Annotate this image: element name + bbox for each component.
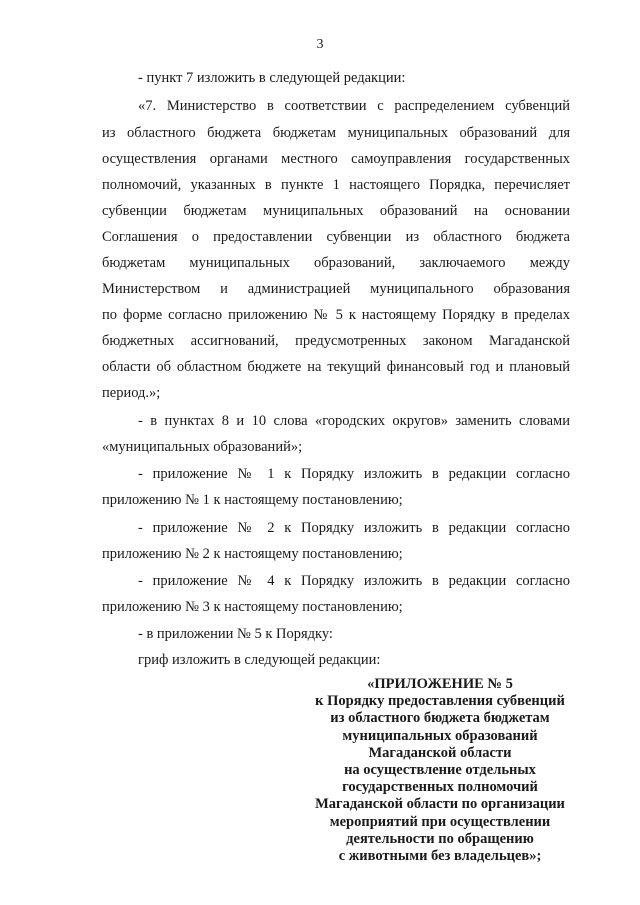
text-line: - пункт 7 изложить в следующей редакции: [138, 70, 406, 86]
appendix-header [305, 676, 575, 865]
appendix-header-line: Магаданской области по организации [315, 796, 565, 813]
text-line: осуществления органами местного самоуправления государственных [102, 151, 570, 167]
appendix-header-line: государственных полномочий [342, 779, 538, 796]
appendix-header-line: на осуществление отдельных [344, 762, 536, 779]
text-line: субвенции бюджетам муниципальных образований на основании [102, 203, 570, 219]
text-line: - приложение № 1 к Порядку изложить в редакции согласно [138, 466, 570, 482]
appendix-header-line: мероприятий при осуществлении [329, 813, 551, 830]
text-line: - в пунктах 8 и 10 слова «городских округов» заменить словами [138, 413, 570, 429]
appendix-header-line: «ПРИЛОЖЕНИЕ № 5 [367, 676, 513, 692]
text-line: из областного бюджета бюджетам муниципальных образований для [102, 125, 570, 141]
text-line: приложению № 2 к настоящему постановлению; [102, 546, 403, 562]
appendix-header-line: к Порядку предоставления субвенций [315, 693, 565, 710]
text-line: - приложение № 2 к Порядку изложить в редакции согласно [138, 520, 570, 536]
text-line: «муниципальных образований»; [102, 439, 303, 455]
appendix-header-line: с животными без владельцев»; [338, 848, 542, 865]
text-line: бюджетных ассигнований, предусмотренных законом Магаданской [102, 333, 570, 349]
appendix-header-line: деятельности по обращению [346, 830, 534, 847]
text-line: бюджетам муниципальных образований, заключаемого между [102, 255, 570, 271]
text-line: - приложение № 4 к Порядку изложить в редакции согласно [138, 573, 570, 589]
text-line: гриф изложить в следующей редакции: [138, 652, 381, 668]
appendix-header-line: из областного бюджета бюджетам [330, 710, 550, 727]
appendix-header-line: муниципальных образований [342, 727, 538, 744]
text-line: «7. Министерство в соответствии с распределением субвенций [138, 98, 570, 114]
appendix-header-line: Магаданской области [368, 744, 512, 761]
text-line: Министерством и администрацией муниципального образования [102, 281, 570, 297]
text-line: период.»; [102, 385, 161, 401]
text-line: области об областном бюджете на текущий финансовый год и плановый [102, 359, 570, 375]
text-line: приложению № 1 к настоящему постановлению; [102, 492, 403, 508]
text-line: - в приложении № 5 к Порядку: [138, 626, 333, 642]
text-line: приложению № 3 к настоящему постановлению; [102, 599, 403, 615]
text-line: полномочий, указанных в пункте 1 настоящего Порядка, перечисляет [102, 177, 570, 193]
text-line: по форме согласно приложению № 5 к настоящему Порядку в пределах [102, 307, 570, 323]
text-line: Соглашения о предоставлении субвенции из областного бюджета [102, 229, 570, 245]
page-number: 3 [316, 37, 324, 52]
